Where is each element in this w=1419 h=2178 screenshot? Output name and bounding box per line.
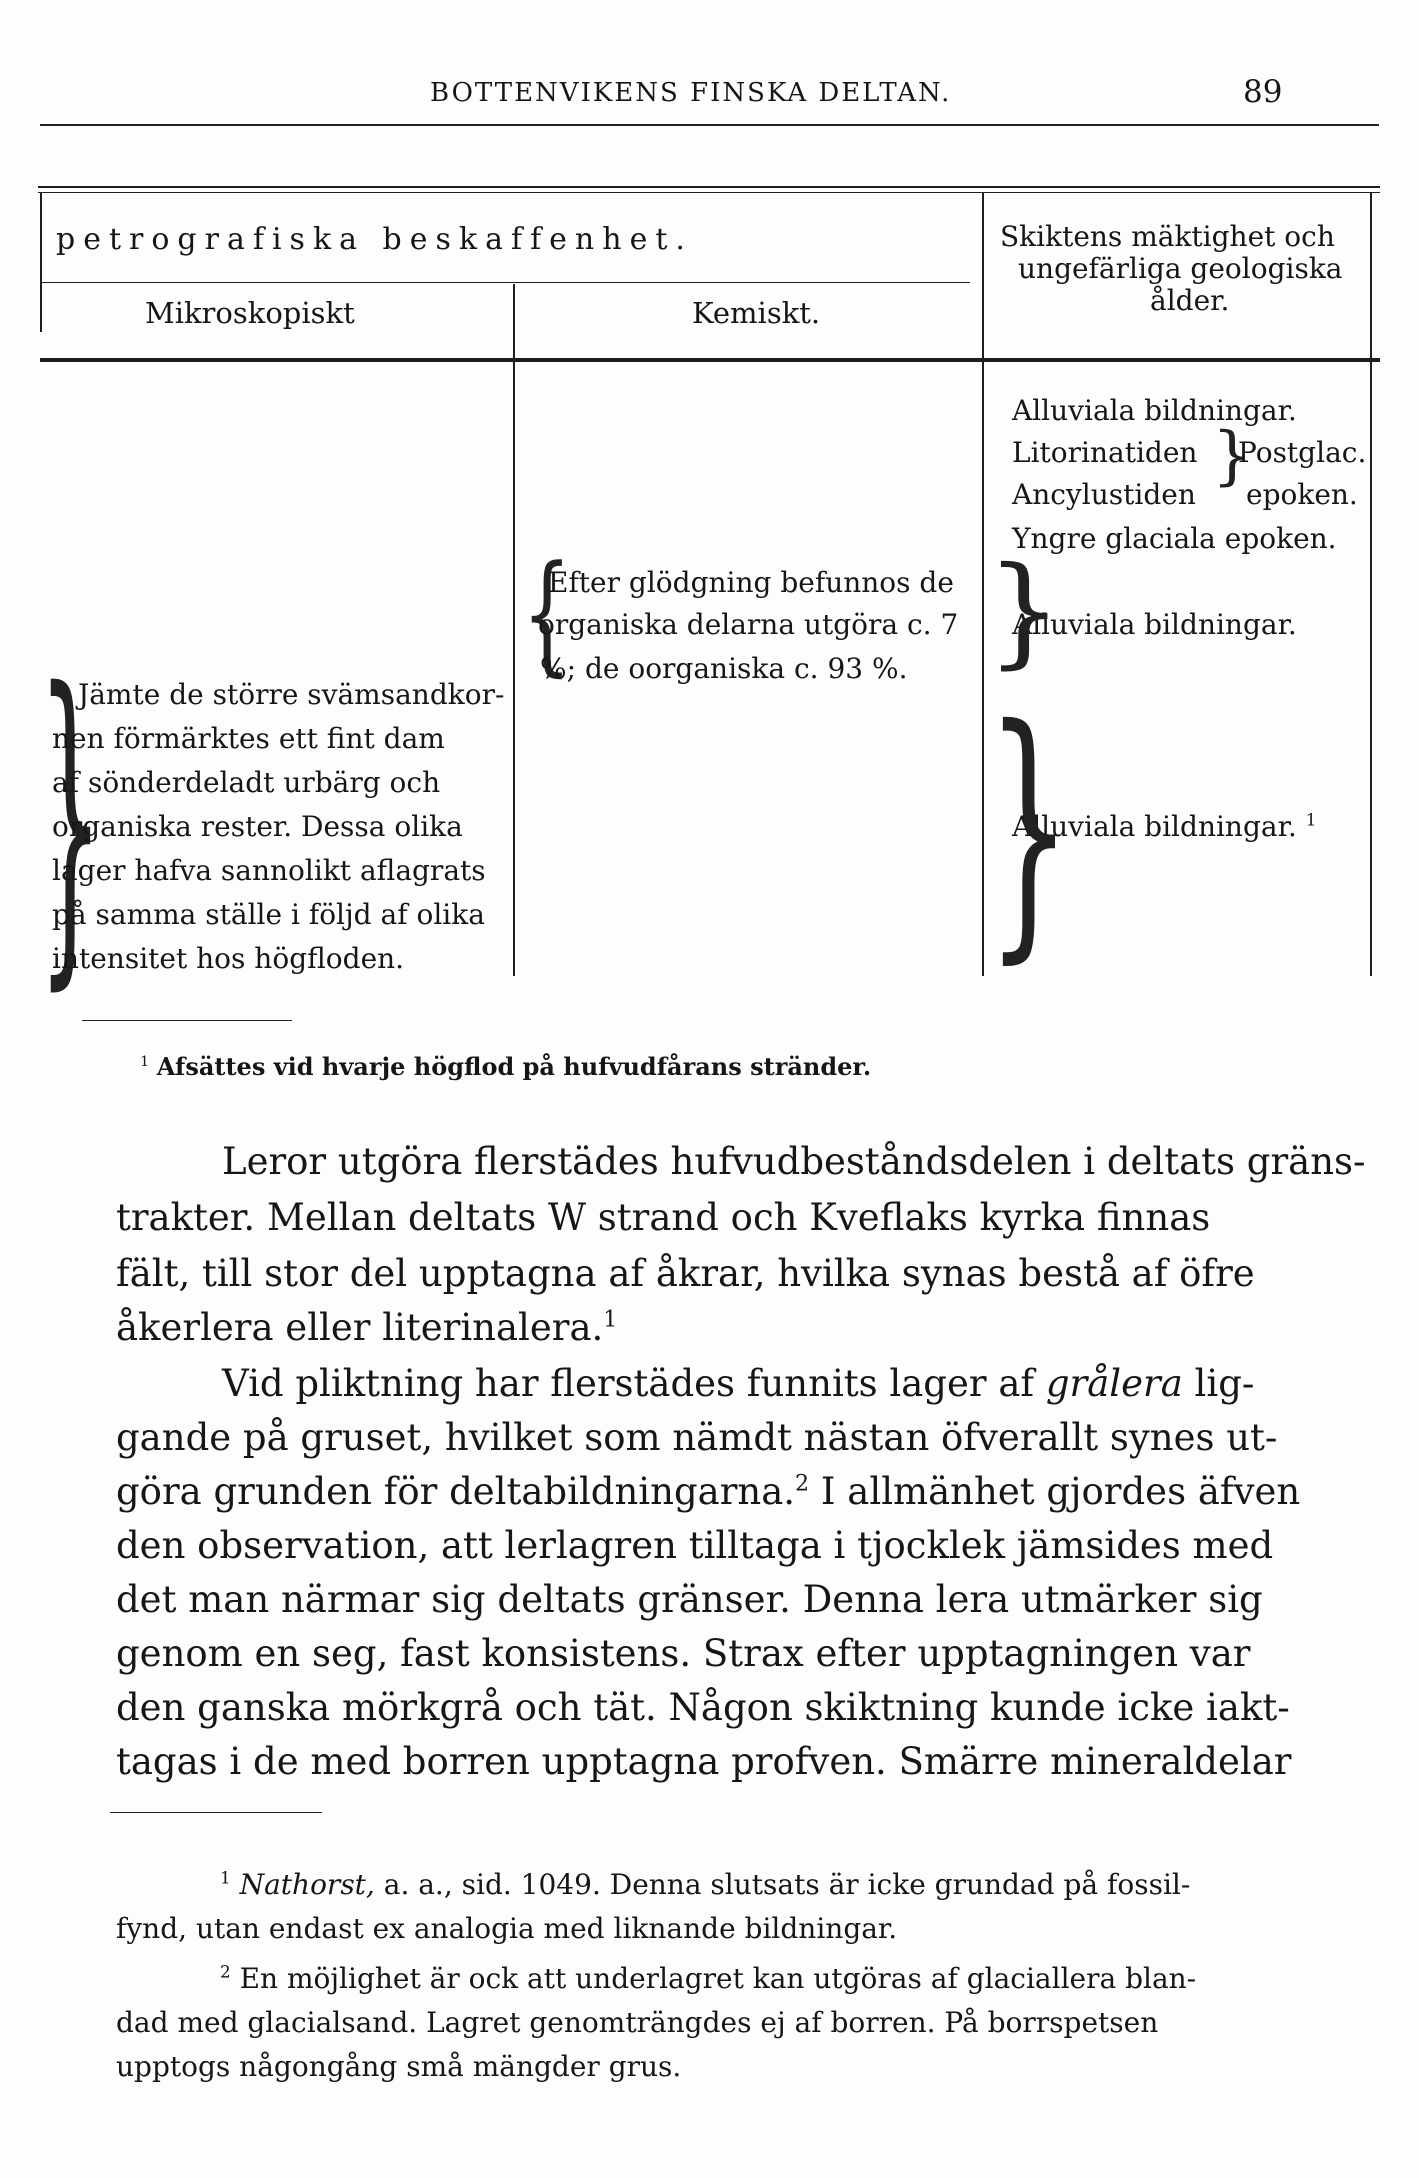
body-line-10: genom en seg, fast konsistens. Strax efter upptagningen var (116, 1632, 1251, 1675)
age-row-6-text: Alluviala bildningar. (1012, 810, 1297, 843)
age-row-6-brace: } (986, 671, 1072, 986)
body-line-1: Leror utgöra flerstädes hufvudbeståndsdelen i deltats gräns- (222, 1140, 1366, 1183)
body-line-9: det man närmar sig deltats gränser. Denna lera utmärker sig (116, 1578, 1263, 1621)
body-line-12: tagas i de med borren upptagna profven. Smärre mineraldelar (116, 1740, 1292, 1783)
footnote-1-line-1 (220, 1868, 1190, 1901)
body-line-4-note: 1 (603, 1306, 618, 1333)
micro-line-4: organiska rester. Dessa olika (52, 810, 463, 843)
body-line-7-a: göra grunden för deltabildningarna. (116, 1470, 796, 1513)
chem-line-2: organiska delarna utgöra c. 7 (538, 608, 959, 641)
footnote-2-line-2: dad med glacialsand. Lagret genomträngdes ej af borren. På borrspetsen (116, 2006, 1159, 2039)
micro-line-1: Jämte de större svämsandkor- (78, 678, 505, 711)
age-row-6-note: 1 (1305, 809, 1317, 830)
body-line-2: trakter. Mellan deltats W strand och Kveflaks kyrka finnas (116, 1196, 1211, 1239)
col-divider-1 (513, 284, 515, 976)
right-border (1370, 192, 1372, 976)
col-header-age-1: Skiktens mäktighet och (1000, 220, 1335, 253)
col-header-micro: Mikroskopiskt (145, 296, 355, 330)
body-line-7 (116, 1470, 1300, 1513)
group-header-rule (40, 282, 970, 283)
chem-brace: { (522, 537, 572, 689)
micro-line-7: intensitet hos högfloden. (52, 942, 405, 975)
body-line-5-b: lig- (1182, 1362, 1255, 1405)
header-bottom-rule (40, 358, 1380, 362)
body-line-7-note: 2 (795, 1470, 810, 1497)
col-header-age-3: ålder. (1150, 284, 1230, 317)
micro-line-5: lager hafva sannolikt aflagrats (52, 854, 486, 887)
table-footnote (140, 1052, 871, 1081)
age-row-3a: Ancylustiden (1012, 478, 1196, 511)
left-border (40, 192, 42, 332)
body-line-11: den ganska mörkgrå och tät. Någon skiktning kunde icke iakt- (116, 1686, 1290, 1729)
table-footnote-text: Afsättes vid hvarje högflod på hufvudfårans stränder. (156, 1052, 872, 1081)
micro-line-3: af sönderdeladt urbärg och (52, 766, 441, 799)
table-top-rule (38, 186, 1380, 188)
micro-line-2: nen förmärktes ett fint dam (52, 722, 445, 755)
table-footnote-rule (82, 1020, 292, 1021)
group-header: petrografiska beskaffenhet. (56, 222, 693, 257)
micro-brace: } (38, 622, 103, 1018)
footnote-2-line-1 (220, 1962, 1196, 1995)
chem-line-3: %; de oorganiska c. 93 %. (540, 652, 908, 685)
body-line-7-b: I allmänhet gjordes äfven (809, 1470, 1301, 1513)
footnote-1-line-2: fynd, utan endast ex analogia med liknande bildningar. (116, 1912, 898, 1945)
col-header-chem: Kemiskt. (692, 296, 821, 330)
footnote-2-line-3: upptogs någongång små mängder grus. (116, 2050, 682, 2083)
age-row-2b: Postglac. (1238, 436, 1367, 469)
table-top-rule-inner (38, 192, 1380, 193)
chem-line-1: Efter glödgning befunnos de (548, 566, 954, 599)
age-row-1: Alluviala bildningar. (1012, 394, 1297, 427)
body-line-5-italic: grålera (1045, 1362, 1183, 1405)
body-line-5 (222, 1362, 1254, 1405)
header-rule (40, 124, 1379, 126)
col-header-age-2: ungefärliga geologiska (1018, 252, 1343, 285)
footnote-1-author: Nathorst, (239, 1868, 375, 1901)
footnote-2-mark: 2 (220, 1961, 231, 1982)
micro-line-6: på samma ställe i följd af olika (52, 898, 485, 931)
table-footnote-mark: 1 (140, 1054, 150, 1070)
footnote-2-text-a: En möjlighet är ock att underlagret kan utgöras af glaciallera blan- (230, 1962, 1197, 1995)
footnote-rule (110, 1812, 322, 1813)
age-row-5-brace: } (986, 542, 1063, 681)
age-row-2a: Litorinatiden (1012, 436, 1198, 469)
age-row-3b: epoken. (1246, 478, 1358, 511)
body-line-8: den observation, att lerlagren tilltaga i tjocklek jämsides med (116, 1524, 1274, 1567)
footnote-1-mark: 1 (220, 1867, 231, 1888)
footnote-1-text-a: a. a., sid. 1049. Denna slutsats är icke grundad på fossil- (374, 1868, 1191, 1901)
age-brace: } (1212, 419, 1253, 493)
body-line-4 (116, 1306, 617, 1349)
body-line-6: gande på gruset, hvilket som nämdt nästan öfverallt synes ut- (116, 1416, 1278, 1459)
age-row-5: Alluviala bildningar. (1012, 608, 1297, 641)
page-number: 89 (1243, 74, 1283, 110)
col-divider-2 (982, 192, 984, 976)
body-line-4-text: åkerlera eller literinalera. (116, 1306, 604, 1349)
body-line-3: fält, till stor del upptagna af åkrar, hvilka synas bestå af öfre (116, 1252, 1255, 1295)
body-line-5-a: Vid pliktning har flerstädes funnits lager af (222, 1362, 1046, 1405)
running-title: BOTTENVIKENS FINSKA DELTAN. (430, 78, 952, 108)
age-row-4: Yngre glaciala epoken. (1012, 522, 1337, 555)
